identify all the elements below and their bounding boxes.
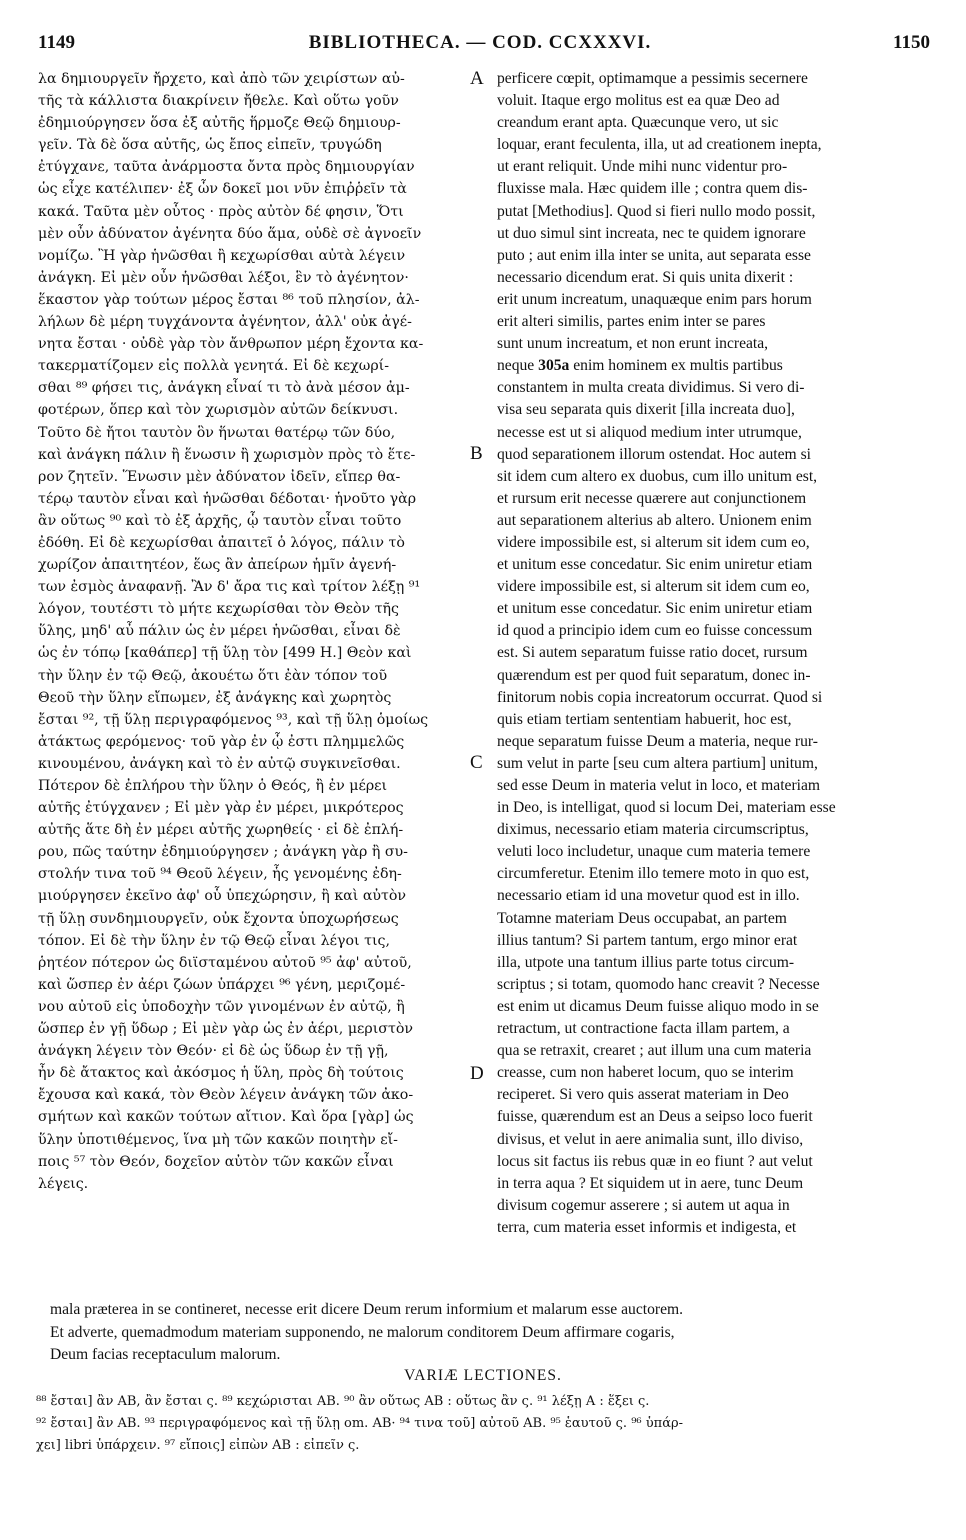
latin-line: aut separationem alterius ab altero. Unionem enim	[497, 511, 812, 529]
latin-line: erit unum increatum, unaquæque enim pars horum	[497, 290, 812, 308]
latin-line: quod separationem illorum ostendat. Hoc autem si	[497, 445, 811, 463]
latin-line: creandum erant apta. Quæcunque vero, ut sic	[497, 114, 779, 132]
greek-line: νητα ἔσται · οὐδὲ γὰρ τὸν ἄνθρωπον μέρη ἔχοντα κα-	[38, 336, 424, 353]
page-number-right: 1150	[893, 32, 930, 53]
latin-line: necessario etiam id una movetur quod est in illo.	[497, 887, 800, 905]
variant-readings-notes	[36, 1391, 941, 1457]
greek-column	[38, 68, 463, 1195]
greek-line: ἂν οὕτως ⁹⁰ καὶ τὸ ἐξ ἀρχῆς, ᾧ ταυτὸν εἶναι τοῦτο	[38, 512, 402, 529]
greek-line: ἀνάγκη λέγειν τὸν Θεόν· εἰ δὲ ὡς ὕδωρ ἐν τῇ γῇ,	[38, 1043, 389, 1060]
note-line: ⁸⁸ ἔσται] ἂν AB, ἂν ἔσται ς. ⁸⁹ κεχώρισται AB. ⁹⁰ ἂν οὕτως AB : οὕτως ἂν ς. ⁹¹ λέξῃ A : ἕξει ς.	[36, 1394, 650, 1409]
greek-line: ἐτύγχανε, ταῦτα ἀνάρμοστα ὄντα πρὸς δημιουργίαν	[38, 159, 415, 176]
latin-line: divisum cogemur asserere ; si autem ut aqua in	[497, 1196, 790, 1214]
latin-line: puto ; aut enim illa inter se unita, aut separata esse	[497, 246, 811, 264]
greek-line: Πότερον δὲ ἐπλήρου τὴν ὕλην ὁ Θεός, ἢ ἐν μέρει	[38, 778, 388, 794]
latin-line: est enim ut dicamus Deum fuisse aliquo modo in se	[497, 997, 819, 1015]
latin-line: neque 305a enim hominem ex multis partibus	[497, 357, 783, 375]
greek-line: λόγον, τουτέστι τὸ μήτε κεχωρίσθαι τὸν Θεὸν τῆς	[38, 601, 399, 618]
latin-line: ut duo simul sint increata, nec te quidem ignorare	[497, 224, 806, 242]
latin-line: putat [Methodius]. Quod si fieri nullo modo possit,	[497, 202, 816, 220]
latin-line: id quod a principio idem cum eo fuisse concessum	[497, 622, 813, 640]
greek-line: τῇ ὕλῃ συνδημιουργεῖν, οὐκ ἔχοντα ὑποχωρήσεως	[38, 910, 399, 927]
full-width-line: Et adverte, quemadmodum materiam supponendo, ne malorum conditorem Deum affirmare cogaris,	[50, 1323, 675, 1341]
margin-letter-c: C	[470, 752, 483, 773]
latin-line: illius tantum? Si partem tantum, ergo minor erat	[497, 931, 798, 949]
latin-line: retractum, ut contractione facta illam partem, a	[497, 1020, 790, 1038]
greek-line: τέρῳ ταυτὸν εἶναι καὶ ἡνῶσθαι δέδοται· ἡνοῦτο γὰρ	[38, 490, 417, 507]
greek-line: ὡς εἶχε κατέλιπεν· ἐξ ὧν δοκεῖ μοι νῦν ἐπιῤῥεῖν τὰ	[38, 181, 407, 198]
greek-line: τόπον. Εἰ δὲ τὴν ὕλην ἐν τῷ Θεῷ εἶναι λέγοι τις,	[38, 932, 390, 949]
greek-line: καὶ ἀνάγκη πάλιν ἢ ἕνωσιν ἢ χωρισμὸν πρὸς τὸ ἕτε-	[38, 446, 416, 463]
latin-line: sit idem cum altero ex duobus, cum illo unitum est,	[497, 467, 818, 485]
greek-line: ἔσται ⁹², τῇ ὕλῃ περιγραφόμενος ⁹³, καὶ τῇ ὕλῃ ὁμοίως	[38, 711, 429, 728]
latin-line: qua se retraxit, crearet ; aut illum una cum materia	[497, 1042, 812, 1060]
latin-line: loquar, erant feculenta, illa, ut ad creationem inepta,	[497, 136, 822, 154]
greek-line: μὲν οὖν ἀδύνατον ἀγένητα δύο ἅμα, οὐδὲ σὲ ἀγνοεῖν	[38, 225, 422, 242]
latin-line: videre impossibile est, si alterum sit idem cum eo,	[497, 578, 810, 596]
latin-line: fluxisse mala. Hæc quidem ille ; contra quem dis-	[497, 180, 808, 198]
greek-line: καὶ ὥσπερ ἐν ἀέρι ζώων ὑπάρχει ⁹⁶ γένη, μεριζομέ-	[38, 976, 406, 993]
greek-line: ἦν δὲ ἄτακτος καὶ ἀκόσμος ἡ ὕλη, πρὸς δὴ τούτοις	[38, 1065, 404, 1082]
greek-line: ρον ζητεῖν. Ἕνωσιν μὲν ἀδύνατον ἰδεῖν, εἴπερ θα-	[38, 468, 401, 485]
full-width-line: Deum facias receptaculum malorum.	[50, 1346, 281, 1363]
latin-line: in Deo, is intelligat, quod si locum Dei, materiam esse	[497, 799, 836, 817]
page-header	[30, 32, 930, 62]
latin-line: sum velut in parte [seu cum altera partium] unitum,	[497, 754, 818, 772]
greek-line: φοτέρων, ὅπερ καὶ τὸν χωρισμὸν αὐτῶν δείκνυσι.	[38, 402, 399, 419]
latin-line: veluti loco includetur, unaque cum materia temere	[497, 843, 811, 861]
greek-line: Θεοῦ τὴν ὕλην εἴπωμεν, ἐξ ἀνάγκης καὶ χωρητὸς	[38, 689, 392, 706]
latin-line: illa, utpote una tantum illius parte totus circum-	[497, 953, 795, 971]
greek-line: ὡς ἐν τόπῳ [καθάπερ] τῇ ὕλῃ τὸν [499 H.] Θεὸν καὶ	[38, 645, 412, 662]
greek-line: ὕλην ὑποτιθέμενος, ἵνα μὴ τῶν κακῶν ποιητὴν εἴ-	[38, 1131, 398, 1148]
variae-lectiones-title: VARIÆ LECTIONES.	[404, 1367, 562, 1384]
greek-line: ἐδόθη. Εἰ δὲ κεχωρίσθαι ἀπαιτεῖ ὁ λόγος, πάλιν τὸ	[38, 534, 405, 551]
latin-line: creasse, cum non haberet locum, quo se interim	[497, 1064, 794, 1082]
latin-line: erit alteri similis, partes enim inter se pares	[497, 313, 766, 331]
greek-line: νομίζω. Ἢ γὰρ ἡνῶσθαι ἢ κεχωρίσθαι αὐτὰ λέγειν	[38, 247, 406, 264]
latin-line: et unitum esse concedatur. Sic enim uniretur etiam	[497, 600, 813, 618]
latin-line: neque separatum fuisse Deum a materia, neque rur-	[497, 732, 818, 750]
latin-line: et rursum erit necesse quærere aut conjunctionem	[497, 489, 807, 507]
latin-line: Totamne materiam Deus occupabat, an partem	[497, 909, 787, 927]
greek-line: ἀτάκτως φερόμενος· τοῦ γὰρ ἐν ᾧ ἐστι πλημμελῶς	[38, 733, 405, 750]
greek-line: τὴν ὕλην ἐν τῷ Θεῷ, ἀκουέτω ὅτι ἐὰν τόπον τοῦ	[38, 667, 388, 684]
latin-line: fuisse, quærendum est an Deus a seipso loco fuerit	[497, 1108, 813, 1126]
greek-line: ρου, πῶς ταύτην ἐδημιούργησεν ; ἀνάγκη γὰρ ἢ συ-	[38, 844, 408, 861]
latin-line: finitorum nobis copia increatorum occurrat. Quod si	[497, 688, 823, 706]
greek-line: κινουμένου, ἀνάγκη καὶ τὸ ἐν αὐτῷ συγκινεῖσθαι.	[38, 755, 401, 772]
greek-line: κακά. Ταῦτα μὲν οὗτος · πρὸς αὐτὸν δέ φησιν, Ὅτι	[38, 203, 404, 220]
greek-line: σμήτων καὶ κακῶν τούτων αἴτιον. Καὶ ὅρα [γὰρ] ὡς	[38, 1109, 414, 1126]
greek-line: τῆς τὰ κάλλιστα διακρίνειν ἤθελε. Καὶ οὕτω γοῦν	[38, 93, 399, 110]
greek-line: ῥητέον πότερον ὡς διϊσταμένου αὐτοῦ ⁹⁵ ἀφ' αὐτοῦ,	[38, 954, 412, 971]
latin-line: ut erant reliquit. Unde mihi nunc videntur pro-	[497, 158, 788, 176]
latin-line: sunt unum increatum, et non erunt increata,	[497, 335, 769, 353]
page-number-left: 1149	[38, 32, 75, 53]
latin-line: diximus, necessario etiam materia circumscriptus,	[497, 821, 809, 839]
greek-line: ἐδημιούργησεν ὅσα ἐξ αὐτῆς ἥρμοζε Θεῷ δημιουρ-	[38, 115, 401, 132]
latin-line: scriptus ; si totam, quomodo hanc creavit ? Necesse	[497, 975, 820, 993]
latin-line: locus sit factus iis rebus quæ in eo fiunt ? aut velut	[497, 1152, 813, 1170]
latin-line: videre impossibile est, si alterum sit idem cum eo,	[497, 533, 810, 551]
latin-line: necessario dicendum erat. Si quis unita dixerit :	[497, 268, 794, 286]
latin-line: sed esse Deum in materia velut in loco, et materiam	[497, 777, 821, 794]
latin-line: et unitum esse concedatur. Sic enim uniretur etiam	[497, 556, 813, 574]
greek-line: λήλων δὲ μέρη τυγχάνοντα ἀγένητον, ἀλλ' οὐκ ἀγέ-	[38, 314, 412, 331]
margin-letter-d: D	[470, 1063, 484, 1084]
greek-line: αὐτῆς ἐτύγχανεν ; Εἰ μὲν γὰρ ἐν μέρει, μικρότερος	[38, 800, 404, 817]
greek-line: ἔχουσα καὶ κακά, τὸν Θεὸν λέγειν ἀνάγκη τῶν ἀκο-	[38, 1087, 414, 1104]
latin-line: divisus, et velut in aere animalia sunt, illo diviso,	[497, 1130, 804, 1148]
margin-letter-b: B	[470, 443, 483, 464]
greek-line: ὥσπερ ἐν γῇ ὕδωρ ; Εἰ μὲν γὰρ ὡς ἐν ἀέρι, μεριστὸν	[38, 1021, 413, 1038]
greek-line: νου αὐτοῦ εἰς ὑποδοχὴν τῶν γινομένων ἐν αὐτῷ, ἢ	[38, 998, 405, 1015]
latin-line: in terra aqua ? Et siquidem ut in aere, tunc Deum	[497, 1174, 804, 1192]
latin-line: perficere cœpit, optimamque a pessimis secernere	[497, 70, 808, 87]
greek-line: λέγεις.	[38, 1175, 89, 1192]
note-line: χει] libri ὑπάρχειν. ⁹⁷ εἴποις] εἰπὼν AB : εἰπεῖν ς.	[36, 1438, 360, 1453]
latin-line: visa seu separata quis dixerit [illa increata duo],	[497, 401, 795, 419]
greek-line: γεῖν. Τὰ δὲ ὅσα αὐτῆς, ὡς ἔπος εἰπεῖν, τρυγώδη	[38, 137, 382, 154]
latin-line: reciperet. Si vero quis asserat materiam in Deo	[497, 1086, 789, 1104]
latin-column	[497, 68, 939, 1239]
latin-line: quis etiam tertiam sententiam habuerit, hoc est,	[497, 710, 792, 728]
latin-line: est. Si autem separatum fuisse ratio docet, rursum	[497, 644, 808, 662]
greek-line: μιούργησεν ἐκεῖνο ἀφ' οὗ ὑπεχώρησιν, ἢ καὶ αὐτὸν	[38, 888, 407, 905]
latin-line: quærendum est per quod fuit separatum, donec in-	[497, 666, 811, 684]
latin-line: necesse est ut si aliquod medium inter utrumque,	[497, 423, 802, 441]
margin-letter-a: A	[470, 68, 484, 89]
full-width-line: mala præterea in se contineret, necesse erit dicere Deum rerum informium et malarum esse auctorem.	[50, 1301, 684, 1318]
greek-line: λα δημιουργεῖν ἤρχετο, καὶ ἀπὸ τῶν χειρίστων αὐ-	[38, 71, 405, 87]
greek-line: Τοῦτο δὲ ἤτοι ταυτὸν ὃν ἥνωται θατέρῳ τῶν δύο,	[38, 424, 396, 441]
latin-line: circumferetur. Etenim illo temere moto in quo est,	[497, 865, 810, 883]
greek-line: στολήν τινα τοῦ ⁹⁴ Θεοῦ λέγειν, ἧς γενομένης ἐδη-	[38, 866, 402, 883]
greek-line: αὐτῆς ἅτε δὴ ἐν μέρει αὐτῆς χωρηθείς · εἰ δὲ ἐπλή-	[38, 822, 404, 839]
full-width-text	[50, 1299, 940, 1367]
note-line: ⁹² ἔσται] ἂν AB. ⁹³ περιγραφόμενος καὶ τῇ ὕλῃ om. AB· ⁹⁴ τινα τοῦ] αὐτοῦ AB. ⁹⁵ ἑαυτοῦ ς. ⁹⁶ ὑπάρ-	[36, 1416, 684, 1431]
greek-line: τακερματίζομεν εἰς πολλὰ γενητά. Εἰ δὲ κεχωρί-	[38, 358, 390, 375]
greek-line: ποις ⁵⁷ τὸν Θεόν, δοχεῖον αὐτὸν τῶν κακῶν εἶναι	[38, 1153, 394, 1170]
greek-line: ἕκαστον γὰρ τούτων μέρος ἔσται ⁸⁶ τοῦ πλησίον, ἀλ-	[38, 291, 420, 308]
greek-line: χωρίζον ἀπαιτητέον, ἕως ἂν ἀπείρων ἡμῖν ἀγενή-	[38, 557, 397, 574]
running-title: BIBLIOTHECA. — COD. CCXXXVI.	[308, 32, 652, 53]
latin-line: voluit. Itaque ergo molitus est ea quæ Deo ad	[497, 92, 780, 110]
greek-line: σθαι ⁸⁹ φήσει τις, ἀνάγκη εἶναί τι τὸ ἀνὰ μέσον ἀμ-	[38, 380, 410, 397]
latin-line: constantem in multa creata dividimus. Si vero di-	[497, 379, 805, 397]
greek-line: ὕλης, μηδ' αὖ πάλιν ὡς ἐν μέρει ἡνῶσθαι, εἶναι δὲ	[38, 623, 401, 640]
greek-line: των ἐσμὸς ἀναφανῇ. Ἂν δ' ἄρα τις καὶ τρίτον λέξῃ ⁹¹	[38, 579, 421, 596]
latin-line: terra, cum materia esset informis et indigesta, et	[497, 1218, 797, 1236]
greek-line: ἀνάγκη. Εἰ μὲν οὖν ἡνῶσθαι λέξοι, ἓν τὸ ἀγένητον·	[38, 269, 409, 286]
